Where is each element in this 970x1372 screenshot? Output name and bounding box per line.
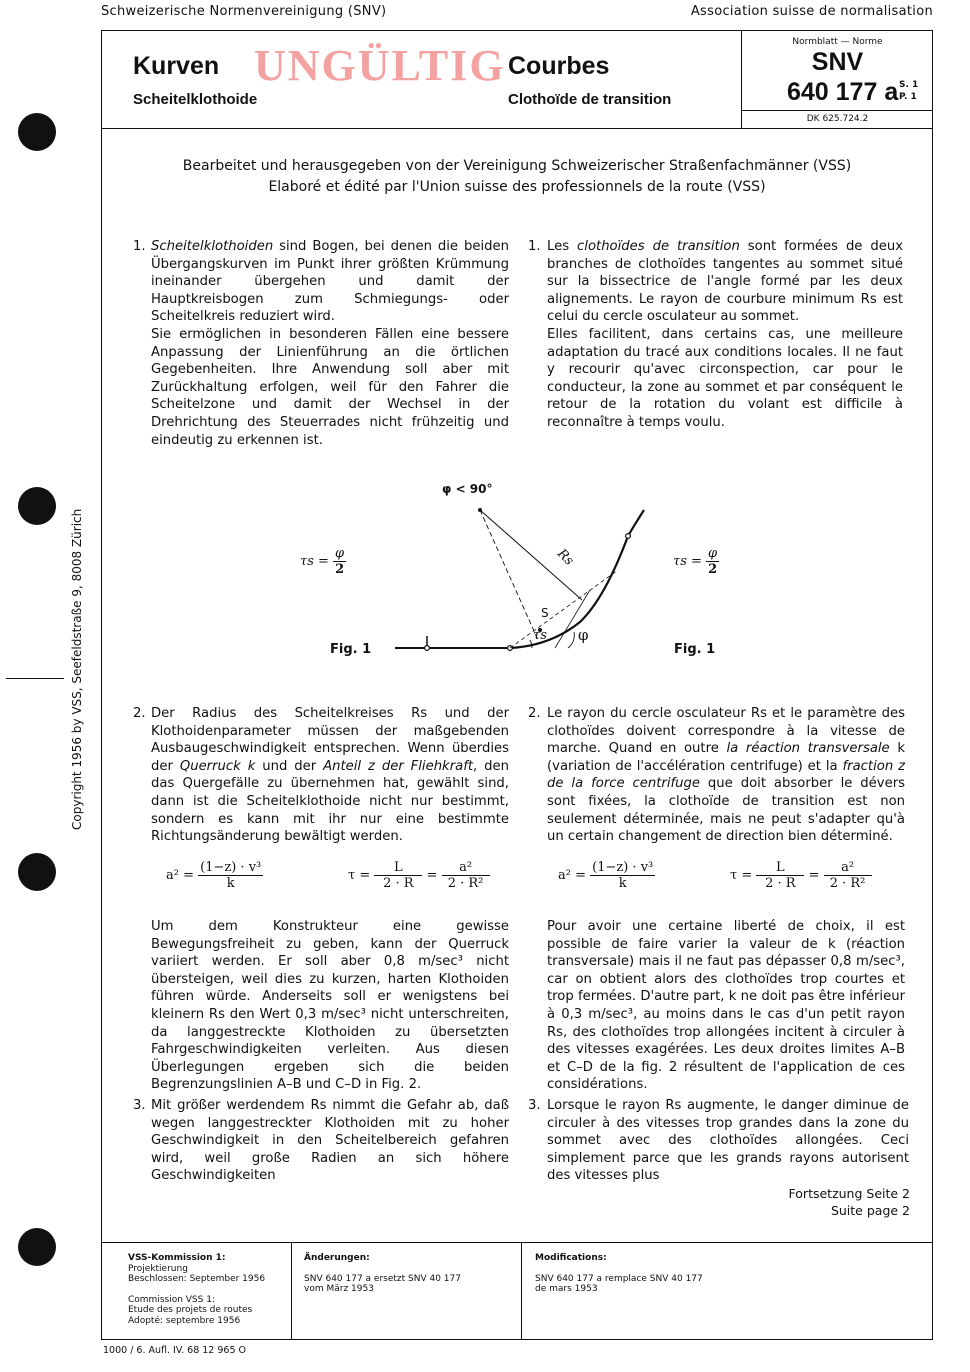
footer-rule: [101, 1242, 933, 1243]
fraction: [442, 860, 490, 891]
sheet-s: S. 1: [899, 80, 919, 90]
text: Änderungen:: [304, 1253, 370, 1263]
dk-rule: [742, 110, 933, 111]
tau-formula-right: [673, 546, 719, 577]
section-number: 3.: [528, 1098, 541, 1113]
intro-fr: Elaboré et édité par l'Union suisse des professionnels de la route (VSS): [268, 179, 766, 195]
text: Commission VSS 1:: [128, 1294, 215, 1305]
term: Anteil z der Fliehkraft: [323, 758, 474, 774]
subtitle-fr: Clothoïde de transition: [508, 91, 672, 108]
phi-arc: [568, 632, 574, 648]
equation-a2-fr: [558, 860, 655, 891]
tau-formula-left: [300, 546, 346, 577]
spacer: [304, 1264, 514, 1274]
fraction: [590, 860, 655, 891]
bisector-line: [480, 510, 538, 640]
text: VSS-Kommission 1:: [128, 1253, 226, 1263]
term: la réaction transversale: [726, 741, 890, 757]
text: =: [426, 868, 438, 883]
text: τ =: [730, 868, 753, 883]
phi-condition: φ < 90°: [442, 482, 493, 496]
text: sont formées de deux branches de clothoïdes tangentes au sommet situé sur la bissectrice de l'angle formé par les deux alignements. Le rayon de courbure minimum Rs est celui du cercle osculateur au sommet.: [547, 239, 904, 325]
text: τs =: [673, 554, 702, 569]
spacer: [128, 1285, 288, 1295]
rs-label: Rs: [554, 546, 577, 569]
figure-caption-fr: Fig. 1: [674, 642, 716, 657]
clothoid-figure: [380, 470, 670, 670]
text: Etude des projets de routes: [128, 1305, 253, 1315]
center-point: [478, 508, 482, 512]
denominator: k: [618, 876, 627, 891]
fraction: [198, 860, 263, 891]
numerator: (1−z) · v³: [592, 860, 654, 875]
numerator: L: [374, 860, 422, 876]
fraction: [824, 860, 872, 891]
text: sind Bogen, bei denen die beiden Übergangskurven im Punkt ihrer größten Krümmung ineinander übergehen und damit der Hauptkreisbogen zum Schmiegungs- oder Scheitelkreis reduziert wird.: [151, 239, 509, 325]
text: =: [808, 868, 820, 883]
intro-de: Bearbeitet und herausgegeben von der Vereinigung Schweizerischer Straßenfachmänner (VSS): [182, 158, 852, 174]
text: vom März 1953: [304, 1284, 374, 1294]
section-number: 2.: [528, 706, 541, 721]
numerator: φ: [335, 546, 345, 561]
section-1-fr: [547, 238, 903, 432]
equation-tau-de: [348, 860, 490, 891]
footer-changes-de: [304, 1253, 514, 1295]
numerator: a²: [824, 860, 872, 876]
text: k (variation de l'accélération centrifuge) et la: [547, 741, 905, 774]
text: a² =: [166, 868, 194, 883]
fraction: [333, 546, 346, 577]
text: , den das Quergefälle zu übernehmen hat, gewählt sind, dann ist die Scheitelklothoide nicht nur bestimmt, sondern es kann mit ihr nur eine bestimmte Richtungsänderung bewältigt werden.: [151, 758, 509, 845]
publisher-de: Schweizerische Normenvereinigung (SNV): [101, 4, 387, 19]
continue-fr: Suite page 2: [830, 1203, 910, 1218]
term: fraction z de la force centrifuge: [547, 758, 905, 792]
text: que doit absorber le dévers sont fixées, la clothoïde de transition est non seulement déterminée, mais ne peut s'adapter qu'à un certain changement de direction bien déterminé.: [547, 776, 905, 845]
tau-arc: [530, 640, 532, 648]
text: de mars 1953: [535, 1284, 598, 1294]
s-label: S: [541, 606, 549, 620]
text: Projektierung: [128, 1263, 188, 1274]
text: Elles facilitent, dans certains cas, une meilleure adaptation du tracé aux conditions locales. Il ne faut y recourir qu'avec circonspection, car pour le conducteur, la zone au sommet et par conséquent le retour de la rotation du volant est difficile à reconnaître à temps voulu.: [547, 326, 903, 430]
denominator: 2 · R²: [829, 876, 866, 891]
fraction: [706, 546, 719, 577]
continue-de: Fortsetzung Seite 2: [788, 1186, 910, 1201]
curve-point: [425, 646, 430, 651]
denominator: 2 · R²: [447, 876, 484, 891]
spacer: [535, 1264, 745, 1274]
sheet-p: P. 1: [899, 92, 917, 102]
equation-tau-fr: [730, 860, 872, 891]
text: τ =: [348, 868, 371, 883]
footer-changes-fr: [535, 1253, 745, 1295]
section-number: 3.: [133, 1098, 146, 1113]
section-2-de: [151, 705, 509, 846]
punch-hole: [18, 853, 56, 891]
tau-angle-label: τs: [533, 628, 547, 643]
print-info: 1000 / 6. Aufl. IV. 68 12 965 O: [103, 1345, 247, 1356]
denominator: 2: [708, 562, 718, 577]
dk-number: DK 625.724.2: [806, 114, 869, 124]
copyright-note: Copyright 1956 by VSS, Seefeldstraße 9, 8008 Zürich: [70, 508, 84, 830]
figure-caption-de: Fig. 1: [330, 642, 372, 657]
fraction: [756, 860, 804, 891]
text: Beschlossen: September 1956: [128, 1274, 266, 1284]
text: und der: [255, 758, 324, 774]
term-de: Scheitelklothoiden: [151, 239, 274, 254]
numerator: a²: [442, 860, 490, 876]
title-fr: Courbes: [508, 52, 610, 80]
text: Modifications:: [535, 1253, 607, 1263]
curve-point: [626, 534, 631, 539]
section-3-de: Mit größer werdendem Rs nimmt die Gefahr ab, daß wegen langgestreckter Klothoiden mit zu hoher Geschwindigkeit in den Scheitelbereich gefahren wird, weil große Radien an sich höhere Geschwindigkeiten: [151, 1098, 509, 1184]
fraction: [374, 860, 422, 891]
invalid-stamp: UNGÜLTIG: [254, 41, 506, 90]
title-de: Kurven: [133, 52, 220, 80]
section-number: 1.: [133, 239, 146, 254]
term-fr: clothoïdes de transition: [577, 239, 740, 254]
text: Le rayon du cercle osculateur Rs et le paramètre des clothoïdes doivent correspondre à la vitesse de marche. Quand en outre: [547, 706, 905, 757]
tangent-extension: [510, 570, 618, 648]
text: SNV 640 177 a remplace SNV 40 177: [535, 1273, 703, 1284]
snv-label: SNV: [811, 48, 864, 76]
text: τs =: [300, 554, 329, 569]
norm-sheet-label: Normblatt — Norme: [792, 37, 883, 47]
phi-angle-label: φ: [578, 626, 589, 644]
header-rule: [101, 128, 933, 129]
denominator: 2: [335, 562, 345, 577]
numerator: (1−z) · v³: [200, 860, 262, 875]
section-2-fr: [547, 705, 905, 846]
punch-hole: [18, 113, 56, 151]
punch-hole: [18, 487, 56, 525]
term: Querruck k: [179, 758, 256, 774]
norm-number: 640 177 a: [787, 78, 899, 106]
text: a² =: [558, 868, 586, 883]
footer-commission: [128, 1253, 288, 1326]
denominator: 2 · R: [383, 876, 414, 891]
text: Sie ermöglichen in besonderen Fällen eine bessere Anpassung der Linienführung an die örtlichen Gegebenheiten. Ihre Anwendung soll aber mit Zurückhaltung erfolgen, weil für den Fahrer die Scheitelzone und damit der Wechsel in der Drehrichtung des Steuerrades nicht frühzeitig und eindeutig zu erkennen ist.: [151, 326, 509, 448]
numerator: φ: [708, 546, 718, 561]
text: SNV 640 177 a ersetzt SNV 40 177: [304, 1273, 461, 1284]
section-number: 2.: [133, 706, 146, 721]
section-2b-fr: Pour avoir une certaine liberté de choix, il est possible de faire varier la valeur de k (réaction transversale) mais il ne faut pas dépasser 0,8 m/sec³, car on obtient alors des clothoïdes trop courtes et trop fermées. D'autre part, k ne doit pas être inférieur à 0,3 m/sec³, au moins dans le cas d'un petit rayon Rs, des clothoïdes trop allongées incitent à circuler à des vitesses exagérées. Les deux droites limites A–B et C–D de la fig. 2 résultent de l'application de ces considérations.: [547, 919, 905, 1093]
clothoid-curve: [510, 510, 644, 648]
section-number: 1.: [528, 239, 541, 254]
footer-divider: [521, 1242, 522, 1340]
denominator: k: [226, 876, 235, 891]
publisher-fr: Association suisse de normalisation: [690, 4, 933, 19]
subtitle-de: Scheitelklothoide: [133, 91, 258, 108]
text: Der Radius des Scheitelkreises Rs und der Klothoidenparameter müssen der maßgebenden Ausbaugeschwindigkeit entsprechen. Wenn überdies der: [151, 706, 509, 774]
footer-divider: [291, 1242, 292, 1340]
denominator: 2 · R: [765, 876, 796, 891]
text: Adopté: septembre 1956: [128, 1315, 241, 1326]
punch-hole: [18, 1228, 56, 1266]
section-1-de: [151, 238, 509, 449]
text: Les: [547, 239, 578, 254]
section-2b-de: Um dem Konstrukteur eine gewisse Bewegungsfreiheit zu geben, kann der Querruck variiert werden. Er soll aber 0,8 m/sec³ nicht übersteigen, weil dies zu kurzen, harten Klothoiden führen würde. Anderseits soll er wenigstens bei kleinern Rs den Wert 0,3 m/sec³ nicht unterschreiten, da langgestreckte Klothoiden zu übersetzten Fahrgeschwindigkeiten verleiten. Aus diesen Überlegungen ergeben sich die beiden Begrenzungslinien A–B und C–D in Fig. 2.: [151, 919, 509, 1093]
section-3-fr: Lorsque le rayon Rs augmente, le danger diminue de circuler à des vitesses trop grandes dans la zone du sommet avec des clothoïdes allongées. Ceci simplement parce que les grands rayons autorisent des vitesses plus: [547, 1098, 909, 1184]
numerator: L: [756, 860, 804, 876]
equation-a2-de: [166, 860, 263, 891]
fold-mark: [6, 678, 64, 679]
